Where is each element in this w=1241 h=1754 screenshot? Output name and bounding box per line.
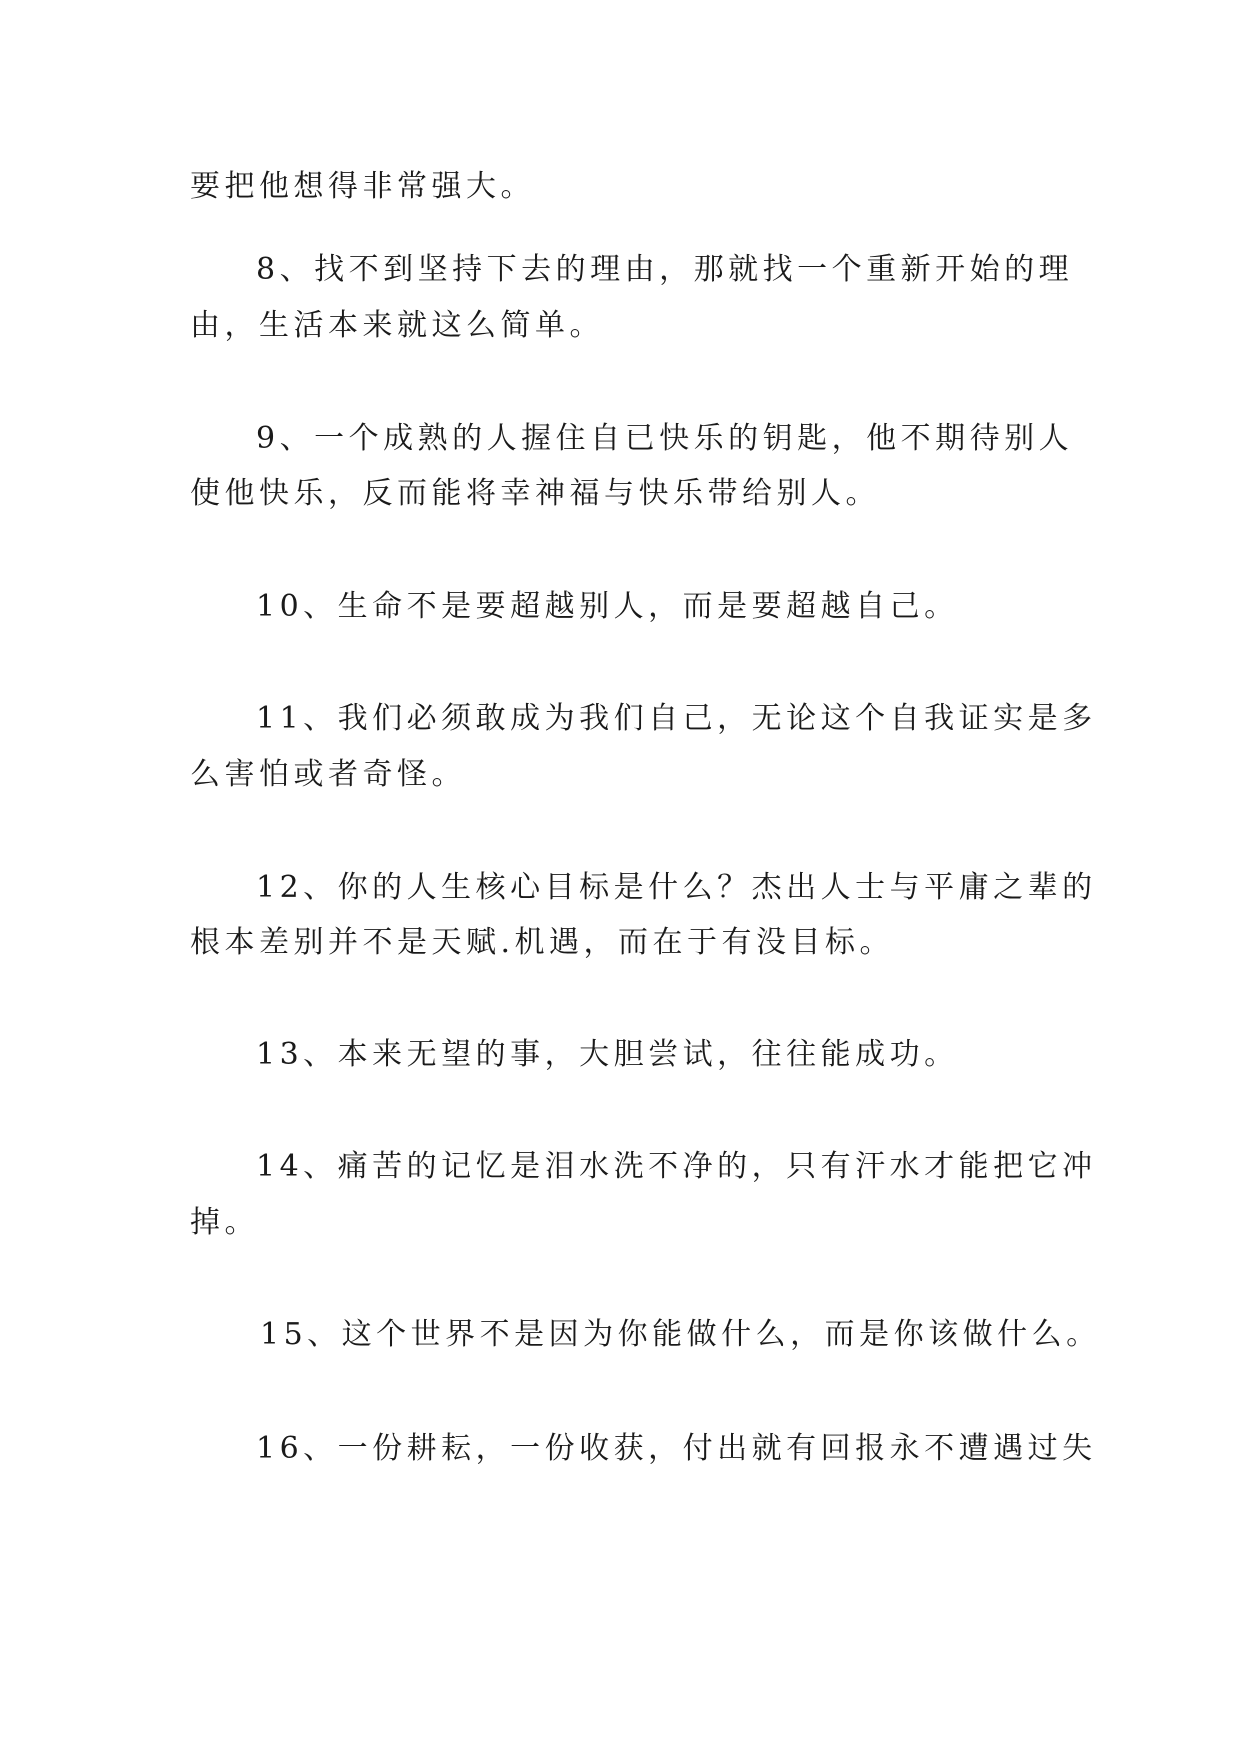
paragraph-14-line-2: 掉。: [190, 1205, 259, 1240]
paragraph-9-line-2: 使他快乐，反而能将幸神福与快乐带给别人。: [190, 476, 880, 511]
paragraph-10-line-1: 10、生命不是要超越别人，而是要超越自己。: [256, 589, 959, 624]
paragraph-11-line-1: 11、我们必须敢成为我们自己，无论这个自我证实是多: [256, 701, 1097, 736]
paragraph-16-line-1: 16、一份耕耘，一份收获，付出就有回报永不遭遇过失: [256, 1431, 1097, 1466]
paragraph-15-line-1: 15、这个世界不是因为你能做什么，而是你该做什么。: [260, 1317, 1101, 1352]
paragraph-9-line-1: 9、一个成熟的人握住自已快乐的钥匙，他不期待别人: [256, 421, 1074, 456]
paragraph-line: 要把他想得非常强大。: [190, 169, 535, 204]
paragraph-13-line-1: 13、本来无望的事，大胆尝试，往往能成功。: [256, 1037, 959, 1072]
paragraph-14-line-1: 14、痛苦的记忆是泪水洗不净的，只有汗水才能把它冲: [256, 1149, 1097, 1184]
paragraph-11-line-2: 么害怕或者奇怪。: [190, 757, 466, 792]
paragraph-8-line-1: 8、找不到坚持下去的理由，那就找一个重新开始的理: [256, 252, 1074, 287]
paragraph-12-line-1: 12、你的人生核心目标是什么？杰出人士与平庸之辈的: [256, 870, 1097, 905]
paragraph-12-line-2: 根本差别并不是天赋.机遇，而在于有没目标。: [190, 925, 895, 960]
paragraph-8-line-2: 由，生活本来就这么简单。: [190, 308, 604, 343]
